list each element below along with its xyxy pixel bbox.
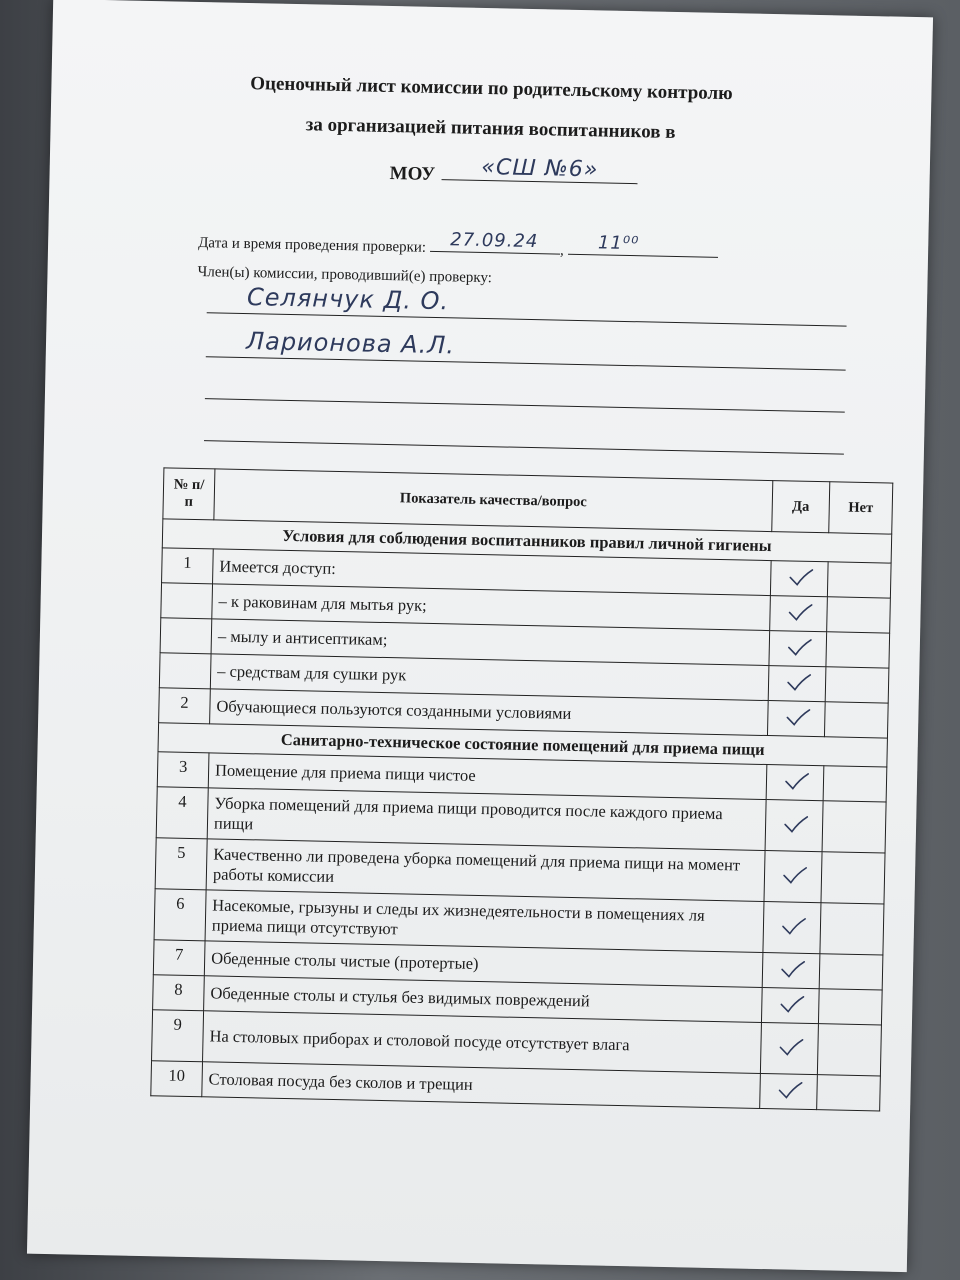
row-yes-cell [765, 800, 823, 852]
section-title: Условия для соблюдения воспитанников правил личной гигиены [162, 519, 891, 563]
row-question: – к раковинам для мытья рук; [212, 584, 771, 631]
header-question: Показатель качества/вопрос [214, 469, 773, 532]
checkmark-icon [779, 996, 801, 1010]
row-no-cell [823, 766, 887, 802]
row-question: Столовая посуда без сколов и трещин [202, 1062, 761, 1109]
row-no-cell [820, 903, 884, 955]
checkmark-icon [783, 816, 805, 830]
school-field [389, 154, 637, 190]
row-question: На столовых приборах и столовой посуде отсутствует влага [203, 1011, 762, 1074]
checkmark-icon [785, 709, 807, 723]
row-no-cell [824, 702, 888, 738]
row-number: 7 [153, 940, 205, 976]
row-yes-cell [768, 666, 826, 702]
checkmark-icon [787, 639, 809, 653]
checkmark-icon [786, 674, 808, 688]
row-question: Насекомые, грызуны и следы их жизнедеятельности в помещениях ля приема пищи отсутствуют [205, 890, 764, 953]
row-question: Обучающиеся пользуются созданными условиями [210, 689, 769, 736]
row-number [159, 653, 211, 689]
row-question: – мылу и антисептикам; [211, 619, 770, 666]
checkmark-icon [777, 1082, 799, 1096]
date-blank [430, 229, 560, 255]
row-number: 8 [153, 975, 205, 1011]
members-label: Член(ы) комиссии, проводивший(е) проверку: [197, 264, 493, 287]
row-yes-cell [760, 1073, 818, 1109]
row-no-cell [825, 667, 889, 703]
checkmark-icon [787, 604, 809, 618]
checkmark-icon [784, 773, 806, 787]
row-question: – средствам для сушки рук [210, 654, 769, 701]
row-number [161, 583, 213, 619]
header-number: № п/п [163, 468, 215, 520]
row-yes-cell [760, 1022, 818, 1074]
row-question: Обеденные столы чистые (протертые) [204, 941, 763, 988]
form-title-line1: Оценочный лист комиссии по родительскому контролю [249, 73, 733, 105]
school-blank [441, 155, 637, 184]
time-handwritten: 11⁰⁰ [597, 232, 640, 255]
row-yes-cell [762, 952, 820, 988]
row-yes-cell [769, 631, 827, 667]
row-no-cell [818, 989, 882, 1025]
row-number: 4 [156, 787, 208, 839]
row-yes-cell [770, 561, 828, 597]
paper-sheet [27, 0, 933, 1272]
row-no-cell [817, 1075, 881, 1111]
date-label: Дата и время проведения проверки: [197, 235, 427, 256]
checklist-table [150, 467, 893, 1111]
checkmark-icon [782, 867, 804, 881]
member-line-4 [204, 412, 844, 454]
school-label: МОУ [389, 163, 436, 185]
row-no-cell [817, 1024, 881, 1076]
row-number: 9 [152, 1010, 204, 1062]
checkmark-icon [781, 918, 803, 932]
row-number [160, 618, 212, 654]
row-question: Обеденные столы и стулья без видимых повреждений [204, 976, 763, 1023]
row-no-cell [819, 954, 883, 990]
row-question: Помещение для приема пищи чистое [208, 753, 767, 800]
row-number: 10 [151, 1061, 203, 1097]
row-yes-cell [766, 765, 824, 801]
member-2-handwritten: Ларионова А.Л. [245, 327, 456, 360]
row-number: 1 [162, 548, 214, 584]
time-blank [568, 232, 718, 258]
date-comma: , [559, 242, 564, 259]
row-number: 6 [154, 889, 206, 941]
row-no-cell [821, 852, 885, 904]
checkmark-icon [778, 1039, 800, 1053]
section-title: Санитарно-техническое состояние помещений для приема пищи [158, 723, 887, 767]
row-no-cell [822, 801, 886, 853]
row-yes-cell [761, 987, 819, 1023]
row-yes-cell [764, 851, 822, 903]
row-question: Имеется доступ: [213, 549, 772, 596]
date-handwritten: 27.09.24 [450, 229, 539, 253]
member-line-3 [205, 370, 845, 412]
row-number: 3 [157, 752, 209, 788]
form-title-line2: за организацией питания воспитанников в [305, 114, 676, 143]
member-line-1 [207, 284, 847, 326]
row-no-cell [826, 632, 890, 668]
checkmark-icon [788, 569, 810, 583]
row-question: Уборка помещений для приема пищи проводится после каждого приема пищи [207, 788, 766, 851]
header-no: Нет [829, 482, 893, 534]
member-line-2 [206, 328, 846, 370]
row-no-cell [827, 562, 891, 598]
header-yes: Да [772, 481, 830, 533]
row-question: Качественно ли проведена уборка помещений для приема пищи на момент работы комиссии [206, 839, 765, 902]
member-1-handwritten: Селянчук Д. О. [246, 283, 450, 316]
row-no-cell [827, 597, 891, 633]
row-yes-cell [763, 902, 821, 954]
checklist-body [151, 519, 892, 1111]
row-yes-cell [767, 701, 825, 737]
school-handwritten: «СШ №6» [481, 154, 599, 183]
checkmark-icon [780, 961, 802, 975]
date-field [198, 224, 718, 263]
row-number: 5 [155, 838, 207, 890]
row-yes-cell [770, 596, 828, 632]
row-number: 2 [159, 688, 211, 724]
